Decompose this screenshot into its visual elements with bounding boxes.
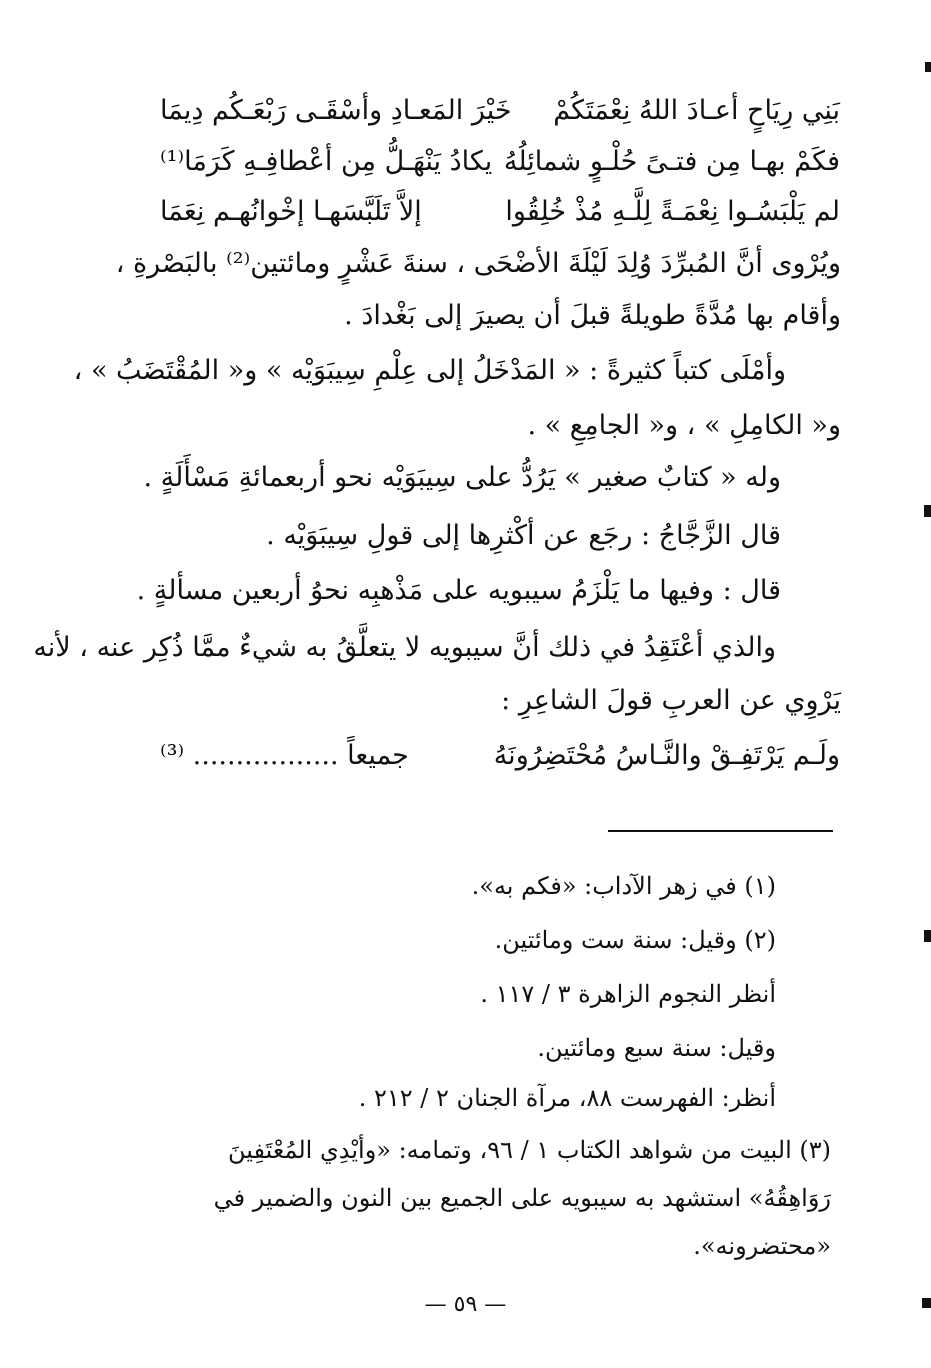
footnote-separator [608,830,833,832]
verse-first-hemistich: فكَمْ بهـا مِن فتـىً حُلْـوٍ شمائِلُهُ [503,146,840,177]
verse-first-hemistich: لم يَلْبَسُـوا نِعْمَـةً لِلَّـهِ مُذْ خُلِقُوا [505,196,840,227]
poem-verse [150,196,840,240]
verse-second-hemistich: جميعاً ................. ⁽³⁾ [160,740,409,771]
body-paragraph-line: قال الزَّجَّاجُ : رجَع عن أكْثرِها إلى قولِ سِيبَوَيْه . [266,520,781,551]
body-paragraph-line: ويُرْوى أنَّ المُبرِّدَ وُلِدَ لَيْلَةَ الأضْحَى ، سنةَ عَشْرٍ ومائتين⁽²⁾ بالبَصْرةِ ، [115,248,841,279]
page-number: — ٥٩ — [424,1292,507,1317]
body-paragraph-line: وله « كتابٌ صغير » يَرُدُّ على سِيبَوَيْه نحو أربعمائةِ مَسْأَلَةٍ . [143,462,781,493]
body-paragraph-line: قال : وفيها ما يَلْزَمُ سيبويه على مَذْهبِه نحوُ أربعين مسألةٍ . [136,575,781,606]
poem-verse [150,740,840,784]
footnote-line: «محتضرونه». [693,1232,831,1260]
footnote-line: (١) في زهر الآداب: «فكم به». [471,872,776,900]
footnote-line: أنظر: الفهرست ٨٨، مرآة الجنان ٢ / ٢١٢ . [358,1084,776,1112]
body-paragraph-line: و« الكامِلِ » ، و« الجامِعِ » . [527,410,841,441]
body-paragraph-line: والذي أعْتَقِدُ في ذلك أنَّ سيبويه لا يتعلَّقُ به شيءٌ ممَّا ذُكِر عنه ، لأنه [33,632,776,663]
verse-first-hemistich: ولَـم يَرْتَفِـقْ والنَّـاسُ مُحْتَضِرُونَهُ [493,740,840,771]
footnote-line: أنظر النجوم الزاهرة ٣ / ١١٧ . [480,980,776,1008]
verse-second-hemistich: يكادُ يَنْهَـلُّ مِن أعْطافِـهِ كَرَمَا⁽¹⁾ [160,146,493,177]
verse-second-hemistich: خَيْرَ المَعـادِ وأسْقَـى رَبْعَـكُم دِيمَا [160,95,512,126]
footnote-line: (٣) البيت من شواهد الكتاب ١ / ٩٦، وتمامه: «وأيْدِي المُعْتَفِينَ [228,1136,831,1164]
footnote-line: (٢) وقيل: سنة ست ومائتين. [494,926,776,954]
body-paragraph-line: يَرْوِي عن العربِ قولَ الشاعِرِ : [501,685,841,716]
margin-mark [924,505,931,517]
poem-verse [150,146,840,190]
poem-verse [150,95,840,139]
verse-first-hemistich: بَنِي رِيَاحٍ أعـادَ اللهُ نِعْمَتَكُمْ [553,95,840,126]
body-paragraph-line: وأقام بها مُدَّةً طويلةً قبلَ أن يصيرَ إلى بَغْدادَ . [344,300,841,331]
footnote-line: وقيل: سنة سبع ومائتين. [537,1034,776,1062]
footnote-line: رَوَاهِقُهُ» استشهد به سيبويه على الجميع بين النون والضمير في [213,1184,831,1212]
margin-mark [924,930,931,942]
margin-mark [925,62,931,72]
verse-second-hemistich: إلاَّ تَلَبَّسَهـا إخْوانُهـم نِعَمَا [160,196,422,227]
body-paragraph-line: وأمْلَى كتباً كثيرةً : « المَدْخَلُ إلى عِلْمِ سِيبَوَيْه » و« المُقْتَضَبُ » ، [73,355,786,386]
